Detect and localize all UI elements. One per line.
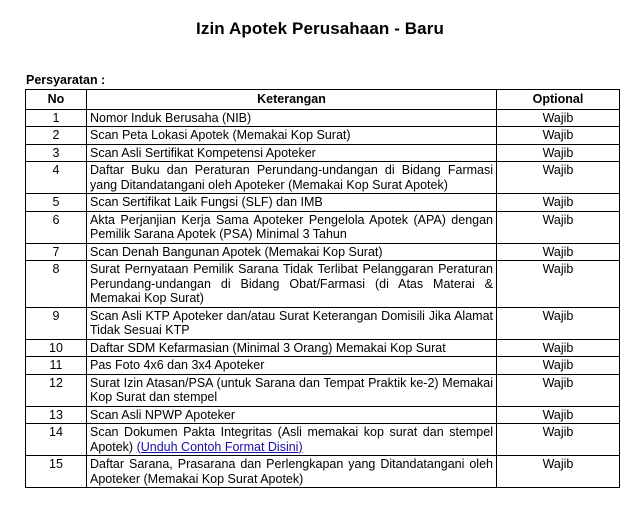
row-status: Wajib <box>497 127 620 145</box>
row-description: Scan Asli Sertifikat Kompetensi Apoteker <box>87 144 497 162</box>
table-row <box>26 127 620 145</box>
row-status: Wajib <box>497 243 620 261</box>
row-status: Wajib <box>497 162 620 194</box>
row-description: Daftar Sarana, Prasarana dan Perlengkapan yang Ditandatangani oleh Apoteker (Memakai Kop Surat Apotek) <box>87 456 497 488</box>
row-status: Wajib <box>497 144 620 162</box>
table-row <box>26 357 620 375</box>
row-number: 15 <box>26 456 87 488</box>
row-number: 3 <box>26 144 87 162</box>
row-description: Nomor Induk Berusaha (NIB) <box>87 109 497 127</box>
row-status: Wajib <box>497 406 620 424</box>
row-number: 8 <box>26 261 87 308</box>
table-row <box>26 307 620 339</box>
row-number: 9 <box>26 307 87 339</box>
row-description: Scan Asli NPWP Apoteker <box>87 406 497 424</box>
row-number: 2 <box>26 127 87 145</box>
table-row <box>26 194 620 212</box>
table-row <box>26 339 620 357</box>
column-header-no: No <box>26 90 87 110</box>
row-description: Scan Peta Lokasi Apotek (Memakai Kop Surat) <box>87 127 497 145</box>
row-number: 6 <box>26 211 87 243</box>
row-number: 5 <box>26 194 87 212</box>
row-description: Daftar SDM Kefarmasian (Minimal 3 Orang) Memakai Kop Surat <box>87 339 497 357</box>
row-status: Wajib <box>497 339 620 357</box>
row-status: Wajib <box>497 456 620 488</box>
table-row <box>26 406 620 424</box>
row-status: Wajib <box>497 194 620 212</box>
row-number: 11 <box>26 357 87 375</box>
row-description: Pas Foto 4x6 dan 3x4 Apoteker <box>87 357 497 375</box>
row-status: Wajib <box>497 374 620 406</box>
table-row <box>26 144 620 162</box>
row-description: Surat Pernyataan Pemilik Sarana Tidak Terlibat Pelanggaran Peraturan Perundang-undangan di Bidang Obat/Farmasi (di Atas Materai & Memakai Kop Surat) <box>87 261 497 308</box>
row-status: Wajib <box>497 211 620 243</box>
row-description: Akta Perjanjian Kerja Sama Apoteker Pengelola Apotek (APA) dengan Pemilik Sarana Apotek (PSA) Minimal 3 Tahun <box>87 211 497 243</box>
row-number: 14 <box>26 424 87 456</box>
row-number: 7 <box>26 243 87 261</box>
table-row <box>26 109 620 127</box>
download-template-link[interactable]: (Unduh Contoh Format Disini) <box>136 439 303 454</box>
table-row <box>26 162 620 194</box>
row-status: Wajib <box>497 424 620 456</box>
requirements-label: Persyaratan : <box>26 73 106 87</box>
row-description-text: Scan Dokumen Pakta Integritas (Asli memakai kop surat dan stempel Apotek) <box>90 425 493 454</box>
row-status: Wajib <box>497 307 620 339</box>
row-number: 1 <box>26 109 87 127</box>
table-header-row <box>26 90 620 110</box>
row-description: Scan Sertifikat Laik Fungsi (SLF) dan IMB <box>87 194 497 212</box>
row-number: 12 <box>26 374 87 406</box>
table-row <box>26 424 620 456</box>
page-title: Izin Apotek Perusahaan - Baru <box>196 19 444 38</box>
row-status: Wajib <box>497 261 620 308</box>
table-row <box>26 456 620 488</box>
row-description: Scan Denah Bangunan Apotek (Memakai Kop Surat) <box>87 243 497 261</box>
table-row <box>26 211 620 243</box>
row-description: Daftar Buku dan Peraturan Perundang-undangan di Bidang Farmasi yang Ditandatangani oleh Apoteker (Memakai Kop Surat Apotek) <box>87 162 497 194</box>
column-header-keterangan: Keterangan <box>87 90 497 110</box>
row-number: 4 <box>26 162 87 194</box>
row-status: Wajib <box>497 109 620 127</box>
column-header-optional: Optional <box>497 90 620 110</box>
requirements-table <box>25 89 620 488</box>
row-description: Surat Izin Atasan/PSA (untuk Sarana dan Tempat Praktik ke-2) Memakai Kop Surat dan stempel <box>87 374 497 406</box>
row-description <box>87 424 497 456</box>
row-description: Scan Asli KTP Apoteker dan/atau Surat Keterangan Domisili Jika Alamat Tidak Sesuai KTP <box>87 307 497 339</box>
table-row <box>26 261 620 308</box>
table-row <box>26 374 620 406</box>
row-number: 13 <box>26 406 87 424</box>
table-row <box>26 243 620 261</box>
row-status: Wajib <box>497 357 620 375</box>
row-number: 10 <box>26 339 87 357</box>
